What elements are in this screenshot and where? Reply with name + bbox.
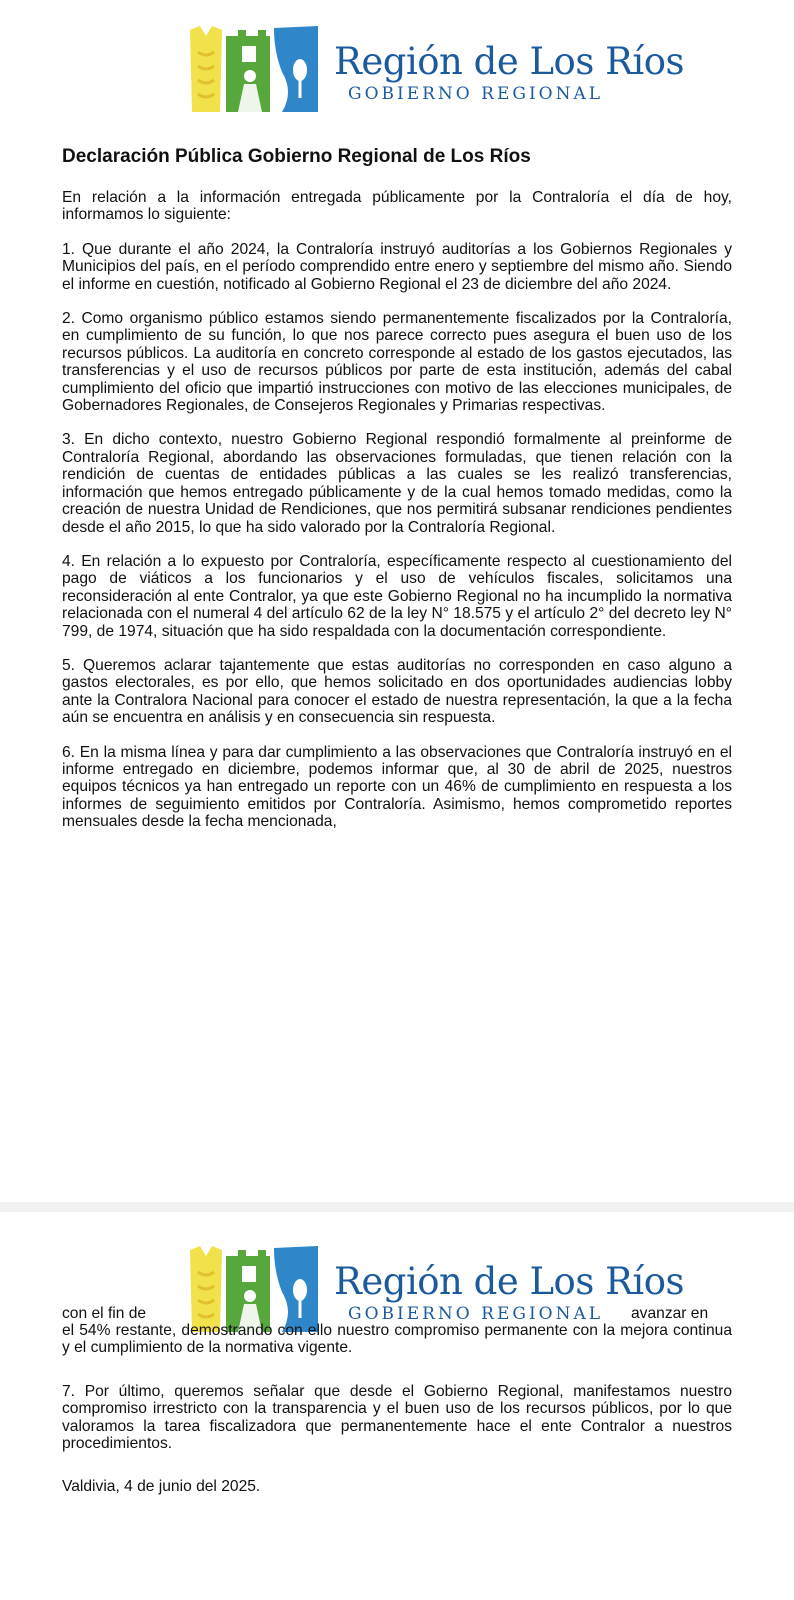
- paragraph-6-continuation: el 54% restante, demostrando con ello nuestro compromiso permanente con la mejora continua y el cumplimiento de la normativa vigente.: [62, 1322, 732, 1357]
- paragraph-1: 1. Que durante el año 2024, la Contraloría instruyó auditorías a los Gobiernos Regionales y Municipios del país, en el período comprendido entre enero y septiembre del mismo año. Siendo el informe en cuestión, notificado al Gobierno Regional el 23 de diciembre del año 2024.: [62, 240, 732, 293]
- paragraph-5: 5. Queremos aclarar tajantemente que estas auditorías no corresponden en caso alguno a gastos electorales, es por ello, que hemos solicitado en dos oportunidades audiencias lobby ante la Contralora Nacional para conocer el estado de nuestra representación, la que a la fecha aún se encuentra en análisis y en consecuencia sin respuesta.: [62, 656, 732, 727]
- region-emblem-icon: [186, 22, 326, 118]
- logo-title: Región de Los Ríos: [334, 1260, 685, 1303]
- paragraph-3: 3. En dicho contexto, nuestro Gobierno Regional respondió formalmente al preinforme de Contraloría Regional, abordando las observaciones formuladas, que tienen relación con la rendición de cuentas de entidades públicas a las cuales se les realizó transferencias, información que hemos entregado públicamente y de la cual hemos tomado medidas, como la creación de nuestra Unidad de Rendiciones, que nos permitirá subsanar rendiciones pendientes desde el año 2015, lo que ha sido valorado por la Contraloría Regional.: [62, 431, 732, 536]
- paragraph-6-lead-left: con el fin de: [62, 1305, 147, 1322]
- document-body: [62, 189, 732, 848]
- logo-subtitle: GOBIERNO REGIONAL: [348, 84, 604, 104]
- paragraph-4: 4. En relación a lo expuesto por Contraloría, específicamente respecto al cuestionamiento del pago de viáticos a los funcionarios y el uso de vehículos fiscales, solicitamos una reconsideración al ente Contralor, ya que este Gobierno Regional no ha incumplido la normativa relacionada con el numeral 4 del artículo 62 de la ley N° 18.575 y el artículo 2° del decreto ley N° 799, de 1974, situación que ha sido respaldada con la documentación correspondiente.: [62, 552, 732, 640]
- intro-paragraph: En relación a la información entregada públicamente por la Contraloría el día de hoy, informamos lo siguiente:: [62, 189, 732, 224]
- document-page-2: [0, 1212, 794, 1600]
- paragraph-6: 6. En la misma línea y para dar cumplimiento a las observaciones que Contraloría instruyó en el informe entregado en diciembre, podemos informar que, al 30 de abril de 2025, nuestros equipos técnicos ya han entregado un reporte con un 46% de cumplimiento en respuesta a los informes de seguimiento emitidos por Contraloría. Asimismo, hemos comprometido reportes mensuales desde la fecha mencionada,: [62, 743, 732, 831]
- paragraph-7: 7. Por último, queremos señalar que desde el Gobierno Regional, manifestamos nuestro compromiso irrestricto con la transparencia y el buen uso de los recursos públicos, por lo que valoramos la tarea fiscalizadora que permanentemente hace el ente Contralor a nuestros procedimientos.: [62, 1383, 732, 1453]
- paragraph-2: 2. Como organismo público estamos siendo permanentemente fiscalizados por la Contraloría, en cumplimiento de su función, lo que nos parece correcto pues asegura el buen uso de los recursos públicos. La auditoría en concreto corresponde al estado de los gastos ejecutados, las transferencias y el uso de recursos públicos por parte de esta institución, además del cabal cumplimiento del oficio que impartió instrucciones con motivo de las elecciones municipales, de Gobernadores Regionales, de Consejeros Regionales y Primarias respectivas.: [62, 310, 732, 415]
- logo-title: Región de Los Ríos: [334, 40, 685, 83]
- document-title: Declaración Pública Gobierno Regional de Los Ríos: [62, 146, 531, 167]
- closing-date: Valdivia, 4 de junio del 2025.: [62, 1478, 261, 1495]
- logo-subtitle: GOBIERNO REGIONAL: [348, 1304, 604, 1324]
- paragraph-6-lead-right: avanzar en: [631, 1305, 709, 1322]
- region-logo: [186, 22, 685, 118]
